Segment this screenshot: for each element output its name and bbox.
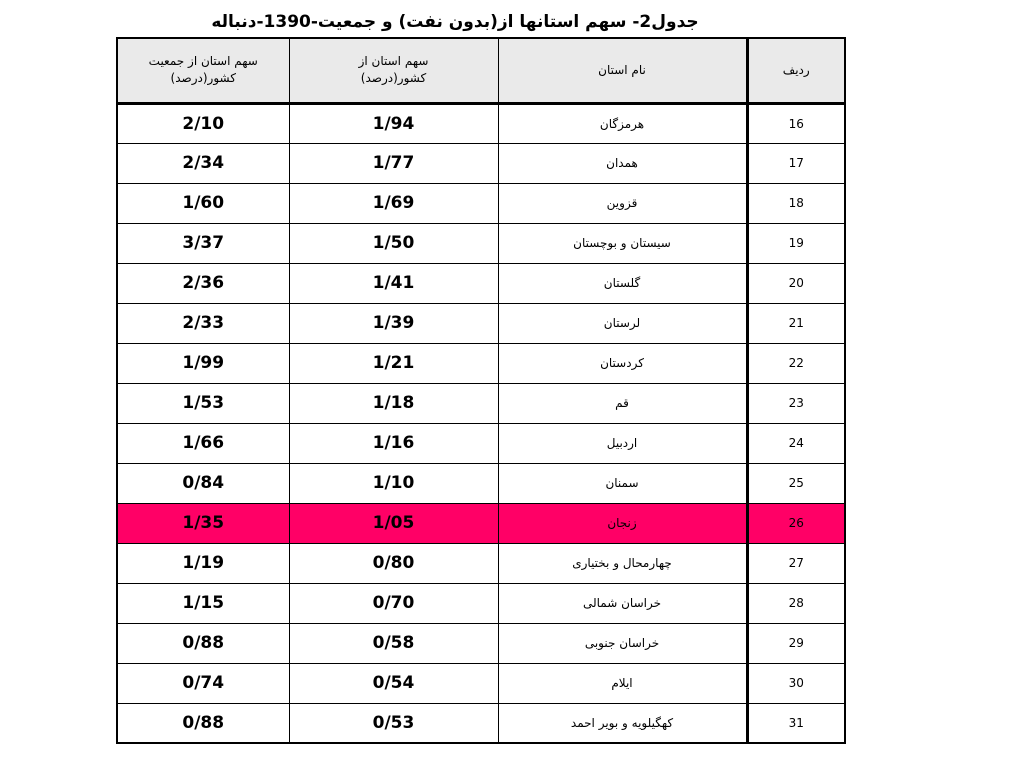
province-name-cell: کهگیلویه و بویر احمد bbox=[498, 703, 747, 743]
population-share-cell: 2/36 bbox=[117, 263, 289, 303]
row-index-cell: 25 bbox=[747, 463, 845, 503]
province-name-cell: گلستان bbox=[498, 263, 747, 303]
province-name-cell: اردبیل bbox=[498, 423, 747, 463]
table-row bbox=[117, 623, 845, 663]
table-row bbox=[117, 223, 845, 263]
table-row bbox=[117, 503, 845, 543]
table-body bbox=[117, 103, 845, 743]
gdp-share-cell: 1/77 bbox=[289, 143, 498, 183]
province-name-cell: سیستان و بوچستان bbox=[498, 223, 747, 263]
row-index-cell: 16 bbox=[747, 103, 845, 143]
header-pop-line2: کشور(درصد) bbox=[170, 71, 236, 86]
title-prefix: جدول2- سهم استانها از bbox=[497, 12, 699, 32]
population-share-cell: 1/19 bbox=[117, 543, 289, 583]
gdp-share-cell: 0/53 bbox=[289, 703, 498, 743]
population-share-cell: 0/74 bbox=[117, 663, 289, 703]
table-row bbox=[117, 463, 845, 503]
population-share-cell: 1/99 bbox=[117, 343, 289, 383]
gdp-share-cell: 1/39 bbox=[289, 303, 498, 343]
population-share-cell: 2/34 bbox=[117, 143, 289, 183]
row-index-cell: 20 bbox=[747, 263, 845, 303]
row-index-cell: 23 bbox=[747, 383, 845, 423]
row-index-cell: 31 bbox=[747, 703, 845, 743]
population-share-cell: 0/88 bbox=[117, 623, 289, 663]
row-index-cell: 24 bbox=[747, 423, 845, 463]
title-suffix: (بدون نفت) و جمعیت-1390-دنباله bbox=[211, 12, 498, 32]
table-row bbox=[117, 543, 845, 583]
province-name-cell: ایلام bbox=[498, 663, 747, 703]
gdp-share-cell: 1/94 bbox=[289, 103, 498, 143]
population-share-cell: 1/60 bbox=[117, 183, 289, 223]
table-row bbox=[117, 103, 845, 143]
gdp-share-cell: 0/80 bbox=[289, 543, 498, 583]
gdp-share-cell: 0/58 bbox=[289, 623, 498, 663]
row-index-cell: 26 bbox=[747, 503, 845, 543]
gdp-share-cell: 1/69 bbox=[289, 183, 498, 223]
gdp-share-cell: 1/21 bbox=[289, 343, 498, 383]
province-name-cell: قم bbox=[498, 383, 747, 423]
population-share-cell: 0/88 bbox=[117, 703, 289, 743]
table-row bbox=[117, 703, 845, 743]
gdp-share-cell: 1/16 bbox=[289, 423, 498, 463]
gdp-share-cell: 0/70 bbox=[289, 583, 498, 623]
row-index-cell: 17 bbox=[747, 143, 845, 183]
header-gdp-share bbox=[289, 38, 498, 103]
row-index-cell: 22 bbox=[747, 343, 845, 383]
population-share-cell: 1/15 bbox=[117, 583, 289, 623]
row-index-cell: 28 bbox=[747, 583, 845, 623]
header-name: نام استان bbox=[498, 38, 747, 103]
table-row bbox=[117, 143, 845, 183]
province-name-cell: چهارمحال و بختیاری bbox=[498, 543, 747, 583]
table-row bbox=[117, 263, 845, 303]
population-share-cell: 1/66 bbox=[117, 423, 289, 463]
header-pop-line1: سهم استان از جمعیت bbox=[148, 54, 258, 69]
population-share-cell: 3/37 bbox=[117, 223, 289, 263]
header-gdp-line1: سهم استان از bbox=[358, 54, 429, 69]
row-index-cell: 30 bbox=[747, 663, 845, 703]
province-name-cell: کردستان bbox=[498, 343, 747, 383]
header-index: ردیف bbox=[747, 38, 845, 103]
table-row bbox=[117, 343, 845, 383]
population-share-cell: 0/84 bbox=[117, 463, 289, 503]
gdp-share-cell: 1/05 bbox=[289, 503, 498, 543]
header-row bbox=[117, 38, 845, 103]
province-name-cell: هرمزگان bbox=[498, 103, 747, 143]
province-name-cell: خراسان شمالی bbox=[498, 583, 747, 623]
row-index-cell: 18 bbox=[747, 183, 845, 223]
table-row bbox=[117, 303, 845, 343]
population-share-cell: 1/53 bbox=[117, 383, 289, 423]
table-row bbox=[117, 423, 845, 463]
province-name-cell: همدان bbox=[498, 143, 747, 183]
population-share-cell: 1/35 bbox=[117, 503, 289, 543]
row-index-cell: 21 bbox=[747, 303, 845, 343]
population-share-cell: 2/33 bbox=[117, 303, 289, 343]
gdp-share-cell: 1/10 bbox=[289, 463, 498, 503]
table-row bbox=[117, 583, 845, 623]
row-index-cell: 19 bbox=[747, 223, 845, 263]
row-index-cell: 29 bbox=[747, 623, 845, 663]
row-index-cell: 27 bbox=[747, 543, 845, 583]
population-share-cell: 2/10 bbox=[117, 103, 289, 143]
province-share-table bbox=[116, 37, 846, 744]
province-name-cell: خراسان جنوبی bbox=[498, 623, 747, 663]
header-population-share bbox=[117, 38, 289, 103]
province-name-cell: سمنان bbox=[498, 463, 747, 503]
gdp-share-cell: 1/50 bbox=[289, 223, 498, 263]
table-row bbox=[117, 663, 845, 703]
gdp-share-cell: 1/41 bbox=[289, 263, 498, 303]
table-row bbox=[117, 183, 845, 223]
table-row bbox=[117, 383, 845, 423]
table-title bbox=[205, 8, 705, 36]
province-name-cell: قزوین bbox=[498, 183, 747, 223]
gdp-share-cell: 1/18 bbox=[289, 383, 498, 423]
header-gdp-line2: کشور(درصد) bbox=[360, 71, 427, 86]
gdp-share-cell: 0/54 bbox=[289, 663, 498, 703]
province-name-cell: زنجان bbox=[498, 503, 747, 543]
province-name-cell: لرستان bbox=[498, 303, 747, 343]
